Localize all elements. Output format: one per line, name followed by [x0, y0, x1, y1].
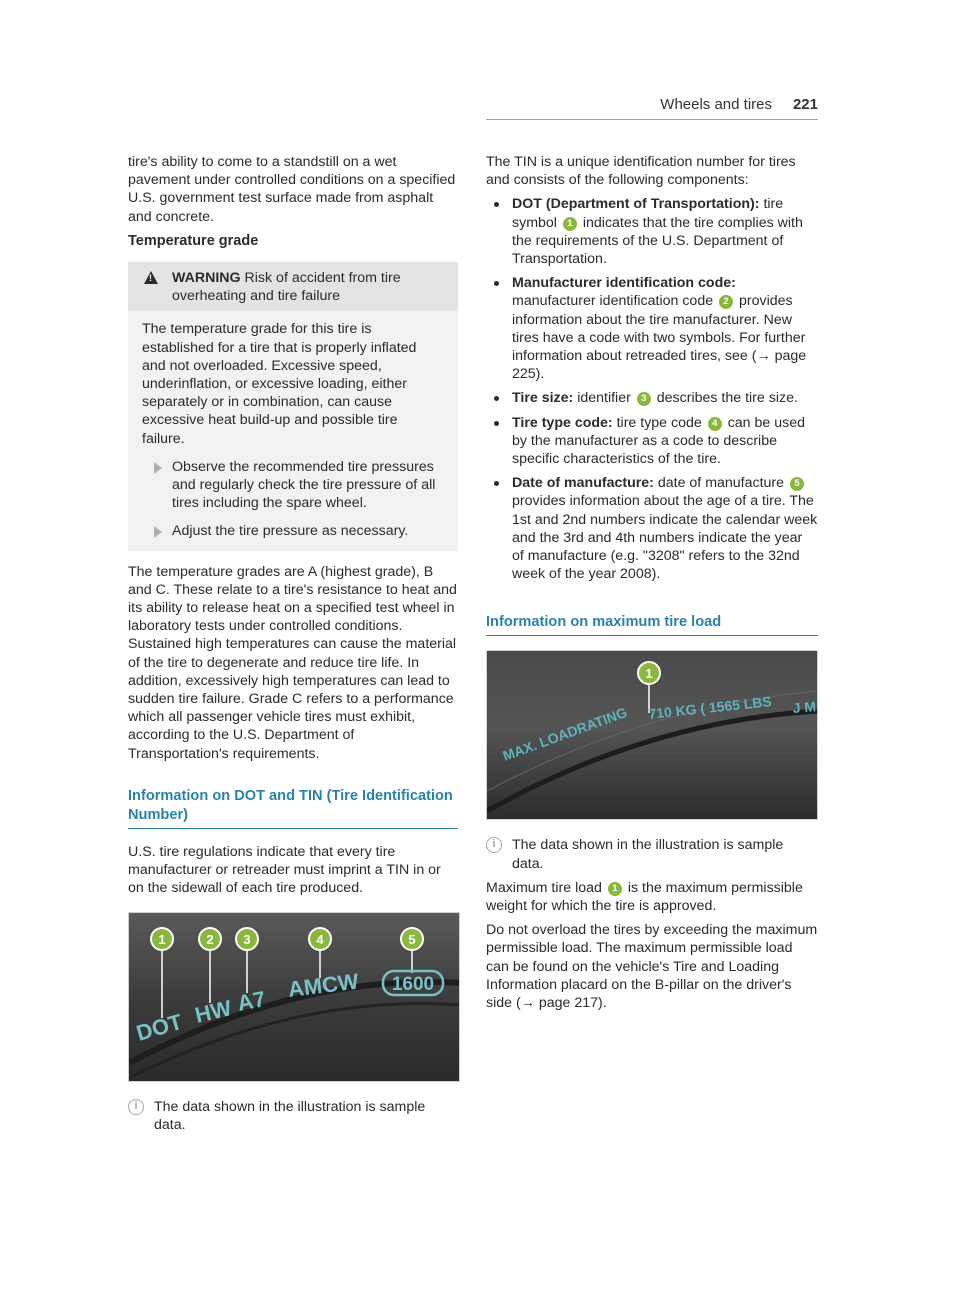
tire-sidewall-load-image [486, 650, 818, 820]
item-text: identifier [577, 390, 631, 407]
callout-number: 5 [790, 477, 804, 491]
warning-icon: ! [144, 271, 158, 284]
item-text: tire type code [616, 414, 702, 431]
illustration-note [486, 836, 818, 872]
item-text: provides information about the tire manufacturer. New tires have a code with two symbols. For further information about retreaded tires, see (→ page 225). [512, 293, 807, 383]
tire-text-max-loadrating: MAX. LOADRATING [500, 704, 630, 765]
warning-header [128, 262, 458, 311]
item-label: Date of manufacture: [512, 475, 654, 492]
temperature-grade-heading: Temperature grade [128, 232, 259, 249]
item-label: Tire type code: [512, 414, 613, 431]
list-item [486, 474, 818, 583]
arrow-right-icon [154, 462, 162, 474]
page-number: 221 [792, 96, 818, 113]
item-text: manufacturer identification code [512, 293, 714, 310]
intro-paragraph: tire's ability to come to a standstill on a wet pavement under controlled conditions on a specified U.S. government test surface made from asphalt and concrete. [128, 154, 456, 225]
max-load-text: is the maximum permissible weight for which the tire is approved. [486, 879, 803, 915]
max-load-heading: Information on maximum tire load [486, 613, 818, 636]
overload-paragraph: Do not overload the tires by exceeding the maximum permissible load. The maximum permissible load can be found on the vehicle's Tire and Loading Information placard on the B-pillar on the driver's side (→ page 217). [486, 922, 818, 1012]
note-text: The data shown in the illustration is sample data. [512, 837, 784, 872]
item-text: date of manufacture [657, 475, 785, 492]
warning-text: The temperature grade for this tire is established for a tire that is properly inflated and not overloaded. Excessive speed, underinflation, or excessive loading, either separately or in combination, can cause excessive heat build-up and possible tire failure. [142, 321, 417, 447]
temperature-paragraph: The temperature grades are A (highest grade), B and C. These relate to a tire's resistance to heat and its ability to release heat on a specified test wheel in laboratory tests under controlled conditions. Sustained high temperatures can cause the material of the tire to degenerate and reduce tire life. In addition, excessively high temperatures can lead to sudden tire failure. Grade C refers to a performance which all passenger vehicle tires must exhibit, according to the U.S. Department of Transportation's requirements. [128, 563, 457, 762]
warning-title: Risk of accident from tire overheating and tire failure [172, 270, 401, 305]
warning-step [142, 458, 444, 513]
callout-number: 1 [608, 882, 622, 896]
callout-number: 1 [563, 217, 577, 231]
info-icon: i [128, 1099, 144, 1115]
callout-number: 5 [408, 931, 416, 947]
callout-number: 2 [206, 931, 214, 947]
tire-text-load-value: 710 KG ( 1565 LBS [647, 693, 773, 723]
item-label: Manufacturer identification code: [512, 275, 736, 292]
arrow-right-icon [154, 526, 162, 538]
item-text: describes the tire size. [656, 390, 798, 407]
callout-number: 1 [158, 931, 166, 947]
warning-step [142, 522, 444, 540]
warning-box [128, 262, 458, 551]
item-label: Tire size: [512, 390, 574, 407]
callout-number: 3 [637, 392, 651, 406]
list-item [486, 274, 818, 383]
dot-tin-heading: Information on DOT and TIN (Tire Identification Number) [128, 787, 458, 829]
list-item [486, 389, 818, 407]
tire-text-amcw: AMCW [286, 968, 360, 1002]
callout-number: 2 [719, 295, 733, 309]
list-item [486, 414, 818, 469]
item-text: provides information about the age of a tire. The 1st and 2nd numbers indicate the calendar week and the 3rd and 4th numbers indicate the year of manufacture (e.g. "3208" refers to the 32nd week of the year 2008). [512, 493, 818, 583]
warning-body [128, 311, 458, 550]
item-text: indicates that the tire complies with the requirements of the U.S. Department of Transportation. [512, 214, 803, 268]
note-text: The data shown in the illustration is sample data. [154, 1098, 426, 1133]
list-item [486, 195, 818, 268]
left-column [128, 153, 458, 1134]
callout-number: 3 [243, 931, 251, 947]
item-text: can be used by the manufacturer as a code to describe specific characteristics of the tire. [512, 414, 806, 468]
tire-text-suffix: J M [792, 698, 817, 717]
tire-text-a7: A7 [235, 985, 268, 1016]
section-title: Wheels and tires [660, 96, 772, 113]
tire-text-dot: DOT [133, 1008, 186, 1046]
tin-components-list [486, 195, 818, 583]
max-load-paragraph [486, 879, 818, 915]
warning-step-text: Adjust the tire pressure as necessary. [172, 523, 409, 540]
warning-label: WARNING [172, 270, 241, 287]
callout-number: 4 [316, 931, 324, 947]
tire-text-1600: 1600 [391, 973, 435, 995]
tire-sidewall-dot-image [128, 912, 460, 1082]
tin-intro: The TIN is a unique identification number for tires and consists of the following components: [486, 154, 796, 189]
right-column [486, 153, 818, 1018]
callout-number: 4 [708, 417, 722, 431]
max-load-text: Maximum tire load [486, 879, 602, 896]
item-text: tire symbol [512, 196, 784, 231]
item-label: DOT (Department of Transportation): [512, 196, 760, 213]
page-header [486, 96, 818, 120]
illustration-note [128, 1098, 458, 1134]
callout-number: 1 [645, 666, 653, 682]
info-icon: i [486, 837, 502, 853]
tire-text-hw: HW [192, 994, 234, 1028]
warning-step-text: Observe the recommended tire pressures and regularly check the tire pressure of all tires including the spare wheel. [172, 458, 436, 512]
dot-paragraph: U.S. tire regulations indicate that every tire manufacturer or retreader must imprint a TIN in or on the sidewall of each tire produced. [128, 843, 441, 897]
